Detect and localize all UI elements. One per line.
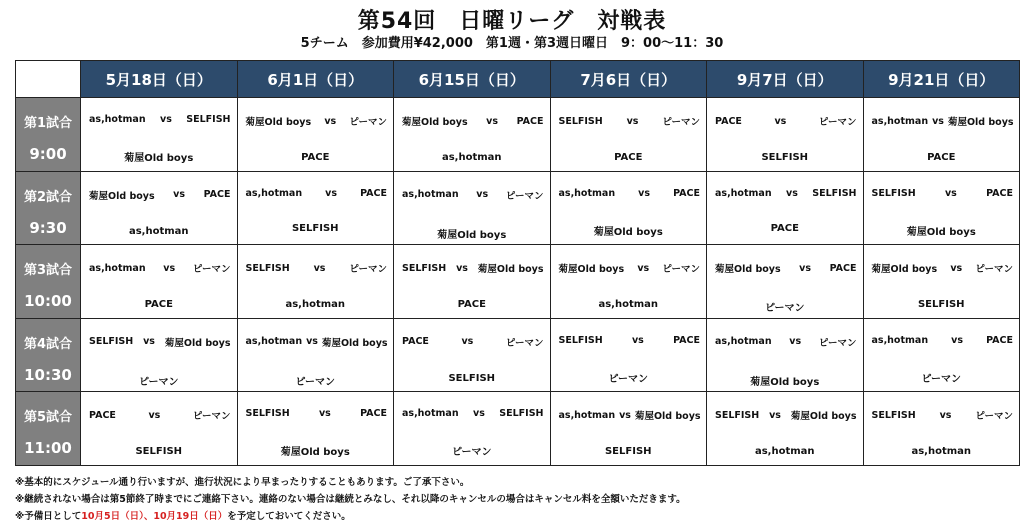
vs-label: vs bbox=[932, 115, 944, 127]
match-cell bbox=[237, 171, 394, 245]
home-team: as,hotman bbox=[245, 336, 303, 348]
away-team: PACE bbox=[360, 187, 387, 199]
match-cell bbox=[863, 171, 1020, 245]
page-subtitle: 5チーム 参加費用¥42,000 第1週・第3週日曜日 9：00〜11：30 bbox=[300, 36, 724, 51]
home-team: SELFISH bbox=[89, 336, 134, 348]
away-team: PACE bbox=[516, 115, 544, 127]
slot-time: 9:30 bbox=[29, 218, 67, 237]
home-team: as,hotman bbox=[715, 187, 772, 199]
away-team: PACE bbox=[360, 408, 387, 420]
matchup-line bbox=[551, 98, 707, 128]
match-cell bbox=[81, 392, 238, 466]
home-team: as,hotman bbox=[89, 114, 146, 125]
vs-label: vs bbox=[148, 409, 161, 421]
away-team: ピーマン bbox=[505, 190, 544, 202]
vs-label: vs bbox=[160, 114, 172, 125]
matchup-line bbox=[864, 245, 1020, 275]
home-team: SELFISH bbox=[871, 409, 916, 421]
matchup-line bbox=[394, 172, 550, 202]
slot-cell bbox=[16, 171, 81, 245]
vs-label: vs bbox=[944, 187, 957, 199]
note-line bbox=[15, 508, 686, 525]
matchup-line bbox=[864, 172, 1020, 199]
matchup-line bbox=[707, 98, 863, 128]
home-team: 菊屋Old boys bbox=[89, 190, 155, 202]
referee-team: PACE bbox=[770, 222, 799, 234]
referee-team: ピーマン bbox=[608, 373, 649, 385]
vs-label: vs bbox=[631, 334, 644, 346]
vs-label: vs bbox=[950, 262, 963, 274]
match-row bbox=[16, 318, 1020, 392]
home-team: as,hotman bbox=[871, 334, 929, 346]
slot-name: 第2試合 bbox=[23, 189, 73, 205]
away-team: ピーマン bbox=[662, 117, 700, 128]
date-header: 9月7日（日） bbox=[707, 61, 864, 98]
date-header: 6月15日（日） bbox=[394, 61, 551, 98]
match-row bbox=[16, 98, 1020, 172]
slot-name: 第5試合 bbox=[23, 410, 73, 426]
match-cell bbox=[863, 245, 1020, 319]
slot-cell bbox=[16, 245, 81, 319]
slot-cell bbox=[16, 392, 81, 466]
matchup-line bbox=[394, 319, 550, 349]
home-team: 菊屋Old boys bbox=[871, 264, 938, 276]
referee-team: SELFISH bbox=[604, 446, 652, 458]
vs-label: vs bbox=[799, 262, 812, 274]
referee-team: 菊屋Old boys bbox=[124, 153, 194, 164]
vs-label: vs bbox=[476, 189, 489, 201]
matchup-line bbox=[551, 245, 707, 275]
matchup-line bbox=[238, 245, 394, 275]
matchup-line bbox=[394, 245, 550, 275]
away-team: 菊屋Old boys bbox=[164, 337, 231, 349]
referee-team: SELFISH bbox=[448, 372, 496, 384]
vs-label: vs bbox=[473, 408, 485, 420]
home-team: SELFISH bbox=[245, 408, 290, 420]
match-cell bbox=[237, 318, 394, 392]
away-team: ピーマン bbox=[975, 264, 1013, 276]
slot-cell bbox=[16, 318, 81, 392]
away-team: SELFISH bbox=[499, 408, 544, 420]
date-header: 7月6日（日） bbox=[550, 61, 707, 98]
vs-label: vs bbox=[486, 115, 499, 127]
date-header: 6月1日（日） bbox=[237, 61, 394, 98]
match-cell bbox=[394, 392, 551, 466]
slot-name: 第1試合 bbox=[23, 116, 73, 131]
matchup-line bbox=[551, 172, 707, 199]
home-team: SELFISH bbox=[558, 334, 603, 346]
referee-team: PACE bbox=[301, 152, 330, 163]
matchup-line bbox=[81, 245, 237, 275]
slot-time: 10:00 bbox=[24, 292, 72, 311]
matchup-line bbox=[707, 172, 863, 199]
match-cell bbox=[863, 318, 1020, 392]
matchup-line bbox=[394, 98, 550, 128]
match-cell bbox=[237, 245, 394, 319]
referee-team: 菊屋Old boys bbox=[593, 226, 663, 238]
match-row bbox=[16, 245, 1020, 319]
home-team: 菊屋Old boys bbox=[402, 117, 468, 128]
vs-label: vs bbox=[789, 336, 802, 348]
vs-label: vs bbox=[461, 336, 474, 348]
away-team: SELFISH bbox=[812, 187, 857, 199]
match-cell bbox=[81, 245, 238, 319]
note-suffix: を予定しておいてください。 bbox=[227, 511, 351, 522]
date-header: 9月21日（日） bbox=[863, 61, 1020, 98]
note-line: ※継続されない場合は第5節終了時までにご連絡下さい。連絡のない場合は継続とみなし、それ以降のキャンセルの場合はキャンセル料を全額いただきます。 bbox=[15, 494, 686, 505]
match-cell bbox=[394, 98, 551, 172]
matchup-line bbox=[707, 319, 863, 349]
home-team: SELFISH bbox=[558, 115, 603, 127]
referee-team: ピーマン bbox=[451, 447, 492, 459]
referee-team: PACE bbox=[457, 299, 486, 311]
matchup-line bbox=[238, 172, 394, 199]
home-team: 菊屋Old boys bbox=[715, 264, 781, 276]
away-team: PACE bbox=[673, 334, 700, 346]
slot-name: 第4試合 bbox=[23, 336, 73, 352]
match-cell bbox=[550, 245, 707, 319]
home-team: as,hotman bbox=[89, 262, 146, 274]
notes-block bbox=[15, 474, 686, 525]
match-cell bbox=[707, 98, 864, 172]
home-team: as,hotman bbox=[871, 115, 929, 127]
vs-label: vs bbox=[173, 189, 186, 201]
home-team: as,hotman bbox=[402, 408, 459, 420]
matchup-line bbox=[81, 319, 237, 349]
referee-team: SELFISH bbox=[917, 299, 965, 311]
slot-time: 9:00 bbox=[29, 145, 67, 163]
match-cell bbox=[394, 318, 551, 392]
vs-label: vs bbox=[313, 262, 326, 274]
home-team: as,hotman bbox=[558, 409, 616, 421]
matchup-line bbox=[707, 245, 863, 275]
vs-label: vs bbox=[318, 408, 331, 420]
matchup-line bbox=[238, 98, 394, 128]
away-team: PACE bbox=[986, 334, 1013, 346]
match-cell bbox=[81, 98, 238, 172]
page-title: 第54回 日曜リーグ 対戦表 bbox=[357, 9, 667, 34]
vs-label: vs bbox=[769, 409, 781, 421]
match-cell bbox=[707, 245, 864, 319]
home-team: SELFISH bbox=[871, 187, 916, 199]
match-cell bbox=[707, 392, 864, 466]
note-line: ※基本的にスケジュール通り行いますが、進行状況により早まったりすることもあります。ご了承下さい。 bbox=[15, 477, 470, 488]
matchup-line bbox=[81, 392, 237, 422]
matchup-line bbox=[81, 172, 237, 202]
away-team: ピーマン bbox=[192, 264, 231, 276]
vs-label: vs bbox=[325, 187, 338, 199]
away-team: 菊屋Old boys bbox=[790, 411, 857, 423]
matchup-line bbox=[864, 98, 1020, 128]
vs-label: vs bbox=[637, 262, 650, 274]
schedule-table bbox=[15, 60, 1020, 466]
away-team: PACE bbox=[203, 189, 231, 201]
reserve-dates: 10月5日（日）、10月19日（日） bbox=[81, 511, 228, 522]
referee-team: SELFISH bbox=[135, 446, 183, 458]
vs-label: vs bbox=[638, 187, 651, 199]
referee-team: ピーマン bbox=[764, 303, 805, 315]
matchup-line bbox=[551, 392, 707, 422]
header-corner bbox=[16, 61, 81, 98]
away-team: ピーマン bbox=[818, 337, 857, 349]
referee-team: 菊屋Old boys bbox=[906, 226, 976, 238]
date-header: 5月18日（日） bbox=[81, 61, 238, 98]
away-team: PACE bbox=[673, 187, 700, 199]
matchup-line bbox=[551, 319, 707, 346]
referee-team: as,hotman bbox=[754, 446, 815, 458]
referee-team: as,hotman bbox=[285, 299, 346, 311]
match-cell bbox=[863, 392, 1020, 466]
vs-label: vs bbox=[951, 334, 964, 346]
match-cell bbox=[863, 98, 1020, 172]
home-team: SELFISH bbox=[715, 409, 760, 421]
vs-label: vs bbox=[163, 262, 176, 274]
matchup-line bbox=[864, 319, 1020, 346]
vs-label: vs bbox=[306, 336, 318, 348]
slot-time: 11:00 bbox=[24, 439, 72, 458]
match-cell bbox=[550, 171, 707, 245]
away-team: ピーマン bbox=[192, 411, 231, 423]
slot-cell bbox=[16, 98, 81, 172]
referee-team: as,hotman bbox=[911, 446, 972, 458]
match-row bbox=[16, 171, 1020, 245]
vs-label: vs bbox=[626, 115, 639, 127]
referee-team: ピーマン bbox=[138, 376, 179, 388]
away-team: SELFISH bbox=[186, 114, 231, 125]
vs-label: vs bbox=[619, 409, 631, 421]
referee-team: ピーマン bbox=[295, 376, 336, 388]
match-cell bbox=[81, 318, 238, 392]
vs-label: vs bbox=[939, 409, 952, 421]
match-row bbox=[16, 392, 1020, 466]
home-team: PACE bbox=[715, 115, 742, 127]
away-team: ピーマン bbox=[662, 264, 700, 276]
referee-team: SELFISH bbox=[291, 222, 339, 234]
home-team: 菊屋Old boys bbox=[558, 264, 625, 276]
home-team: as,hotman bbox=[402, 189, 459, 201]
matchup-line bbox=[707, 392, 863, 422]
away-team: 菊屋Old boys bbox=[477, 264, 544, 276]
referee-team: as,hotman bbox=[441, 152, 502, 163]
home-team: 菊屋Old boys bbox=[245, 117, 312, 128]
away-team: ピーマン bbox=[505, 337, 544, 349]
matchup-line bbox=[394, 392, 550, 419]
away-team: PACE bbox=[986, 187, 1013, 199]
referee-team: ピーマン bbox=[921, 373, 962, 385]
vs-label: vs bbox=[774, 115, 787, 127]
referee-team: PACE bbox=[927, 152, 956, 163]
referee-team: 菊屋Old boys bbox=[750, 376, 820, 388]
home-team: as,hotman bbox=[245, 187, 303, 199]
referee-team: PACE bbox=[614, 152, 643, 163]
matchup-line bbox=[864, 392, 1020, 422]
away-team: 菊屋Old boys bbox=[947, 117, 1014, 128]
match-cell bbox=[707, 318, 864, 392]
match-cell bbox=[81, 171, 238, 245]
matchup-line bbox=[238, 392, 394, 419]
date-header-row bbox=[16, 61, 1020, 98]
match-cell bbox=[394, 171, 551, 245]
home-team: PACE bbox=[402, 336, 429, 348]
matchup-line bbox=[81, 98, 237, 125]
match-cell bbox=[237, 98, 394, 172]
referee-team: 菊屋Old boys bbox=[280, 447, 350, 459]
vs-label: vs bbox=[786, 187, 798, 199]
away-team: 菊屋Old boys bbox=[634, 411, 701, 423]
vs-label: vs bbox=[324, 115, 337, 127]
away-team: ピーマン bbox=[975, 411, 1013, 423]
away-team: ピーマン bbox=[349, 117, 387, 128]
note-prefix: ※予備日として bbox=[15, 511, 82, 522]
schedule-body bbox=[16, 98, 1020, 466]
match-cell bbox=[394, 245, 551, 319]
matchup-line bbox=[238, 319, 394, 349]
match-cell bbox=[550, 392, 707, 466]
vs-label: vs bbox=[456, 262, 468, 274]
home-team: SELFISH bbox=[245, 262, 290, 274]
home-team: as,hotman bbox=[715, 336, 772, 348]
referee-team: 菊屋Old boys bbox=[437, 229, 507, 241]
home-team: PACE bbox=[89, 409, 116, 421]
referee-team: PACE bbox=[144, 299, 173, 311]
away-team: PACE bbox=[829, 262, 857, 274]
match-cell bbox=[237, 392, 394, 466]
slot-time: 10:30 bbox=[24, 365, 72, 384]
match-cell bbox=[550, 98, 707, 172]
vs-label: vs bbox=[143, 336, 155, 348]
match-cell bbox=[550, 318, 707, 392]
referee-team: as,hotman bbox=[128, 225, 189, 237]
away-team: ピーマン bbox=[349, 264, 387, 276]
home-team: as,hotman bbox=[558, 187, 616, 199]
away-team: ピーマン bbox=[818, 117, 857, 128]
away-team: 菊屋Old boys bbox=[321, 337, 388, 349]
home-team: SELFISH bbox=[402, 262, 447, 274]
match-cell bbox=[707, 171, 864, 245]
referee-team: SELFISH bbox=[761, 152, 809, 163]
slot-name: 第3試合 bbox=[23, 263, 73, 279]
referee-team: as,hotman bbox=[598, 299, 659, 311]
